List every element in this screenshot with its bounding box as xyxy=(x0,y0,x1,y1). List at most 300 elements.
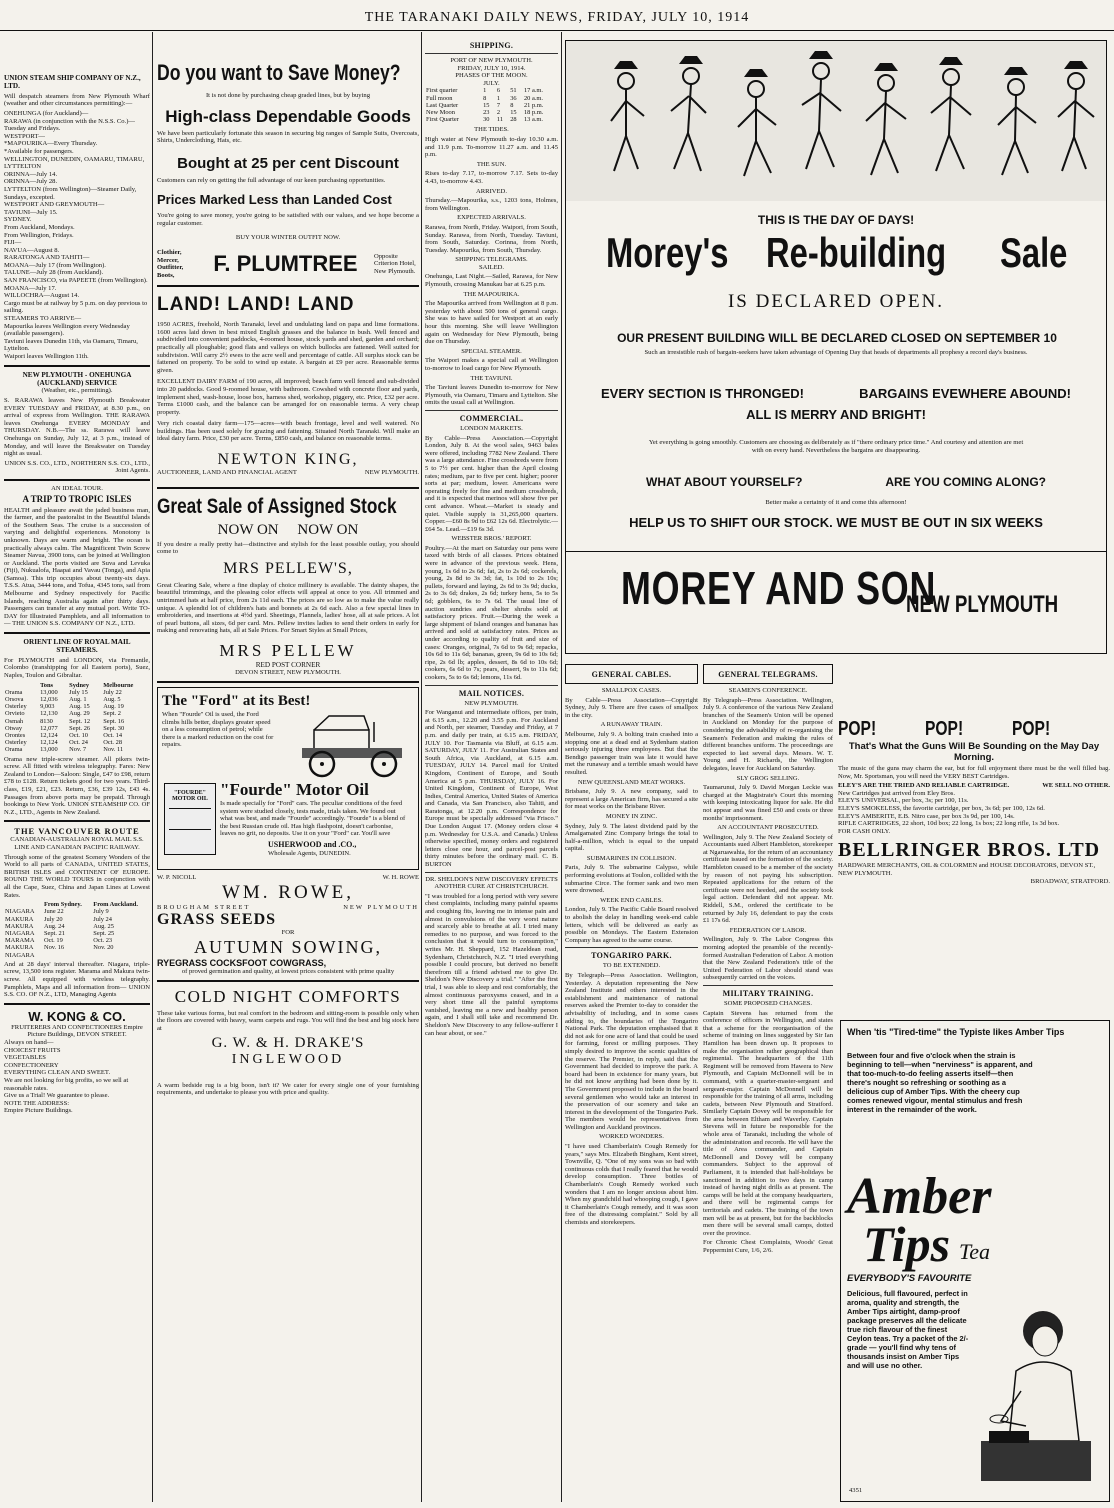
union-line: MOANA—July 17. xyxy=(4,284,57,292)
port-date: FRIDAY, JULY 10, 1914. xyxy=(457,64,526,72)
table-cell: MARAMA xyxy=(5,937,35,945)
drake-text: A warm bedside rug is a big boon, isn't it? We cater for every single one of your furnishing requirements, and undertake to please you with price and quality. xyxy=(157,1081,419,1097)
table-cell: July 9 xyxy=(93,908,109,916)
port-heading: PORT OF NEW PLYMOUTH. xyxy=(450,57,533,64)
bought-text: Customers can rely on getting the full advantage of our keen purchasing opportunities. xyxy=(157,176,386,184)
subs-heading: SUBMARINES IN COLLISION. xyxy=(586,854,677,862)
table-cell: 51 xyxy=(510,87,517,95)
bellringer-sub2: BROADWAY, STRATFORD. xyxy=(1030,877,1110,885)
union-line: Waipori leaves Wellington 11th. xyxy=(4,353,89,360)
table-cell: Aug. 25 xyxy=(93,922,114,930)
table-cell: 8130 xyxy=(40,717,53,725)
london-text: By Cable—Press Association.—Copyright London, July 8. At the wool sales, 9463 bales were offered, including 7782 New Zealand. There was a large attendance. Fine crossbreds were from 5 to 7½ per cent. higher than the April closing rates; medium, par to five per cent. higher; poorer sorts at par; medium, lower. Americans were operating freely for fine and medium crossbreds, and it is expected that merinos will show five per cent advance. Wheat.—Market is steady and quiet. Visible supply is 31,265,000 quarters. Copper.—£60 8s 9d to £62 12s 6d. Electrolytic.—£64 5s. Lead.—£19 6s 3d. xyxy=(425,434,558,533)
prices-title: Prices Marked Less than Landed Cost xyxy=(157,192,392,208)
morey-title-3: Sale xyxy=(999,229,1067,276)
kong-line: VEGETABLES xyxy=(4,1054,46,1062)
table-cell: Aug. 5 xyxy=(103,696,121,704)
table-cell: 21 p.m. xyxy=(523,101,544,109)
special-text: The Waipori makes a special call at Wellington to-morrow to load cargo for New Plymouth. xyxy=(425,357,558,373)
table-header-row xyxy=(4,901,150,908)
morey-declared: IS DECLARED OPEN. xyxy=(727,291,945,312)
table-cell: Sept. 21 xyxy=(43,929,65,937)
mapourika-heading: THE MAPOURIKA. xyxy=(463,290,520,298)
tides-heading: THE TIDES. xyxy=(474,126,509,134)
telegrams-heading: GENERAL TELEGRAMS. xyxy=(718,670,818,679)
kong-line: Give us a Trial! We guarantee to please. xyxy=(4,1092,110,1100)
kong-lines xyxy=(4,1039,150,1115)
tour-head: A TRIP TO TROPIC ISLES xyxy=(22,493,132,504)
table-row xyxy=(4,718,150,725)
newton-sub-right: NEW PLYMOUTH. xyxy=(364,469,419,477)
morey-thronged: EVERY SECTION IS THRONGED! xyxy=(601,386,804,401)
table-cell: July 20 xyxy=(43,915,63,923)
rowe-title: WM. ROWE, xyxy=(221,881,354,903)
morey-place: NEW PLYMOUTH xyxy=(906,591,1059,618)
morey-thronged-row xyxy=(601,386,1071,401)
table-cell: Oct. 10 xyxy=(69,732,88,740)
mail-text: For Wanganui and intermediate offices, per train, at 6.15 a.m., 12.20 and 3.55 p.m. For Auckland and North, per steamer, Tuesday and Friday, at 7 p.m. and daily per train, at 6.15 a.m. FRIDAY, JULY 10. For Tasmania via Bluff, at 6.15 a.m. SATURDAY, JULY 11. For Australian States and South Africa, via Auckland, at 6.15 a.m. TUESDAY, JULY 14. Parcel mail for United Kingdom, Continent of Europe, and South America at 5 p.m. THURSDAY, JULY 16. For United Kingdom, Continent of Europe, West Indies, Central America, United States of America and Canada, via San Francisco, also Tahiti, and Raratonga, at 12.20 p.m. Correspondence for Europe must be specially addressed "via Frisco." Due London August 17. (Money orders close 4 p.m. Wednesday for U.S.A. and Canada.) Unless otherwise specified, money orders and registered letters close one hour, and parcel-post parcels thirty minutes before the ordinary mail. C. B. BURTON xyxy=(425,709,558,869)
bellringer-sub: HARDWARE MERCHANTS, OIL & COLORMEN and HOUSE DECORATORS, DEVON ST., NEW PLYMOUTH. xyxy=(838,862,1096,877)
union-line: WESTPORT AND GREYMOUTH— xyxy=(4,201,105,209)
table-cell xyxy=(92,952,150,959)
table-cell: June 22 xyxy=(43,908,64,916)
union-line: *Available for passengers. xyxy=(4,147,74,155)
tour-text: HEALTH and pleasure await the jaded business man, the farmer, and the pastoralist in the Beautiful Islands of the Southern Seas. The cruise is a succession of varying and delightful experiences. Monotony is unknown. Days are warm and bright. The ocean is practically always calm. The Magnificent Twin Screw Steamer Navua, 3900 tons, can be joined at Wellington or Auckland. The ports visited are Suva and Levuka (Fiji), Nukualofa, Haapai and Vavau (Tonga), and Apia (Samoa). This trip occupies about twenty-six days. T.S.S. Atua, 3444 tons, and Tofua, 4345 tons, sail from Melbourne and Sydney respectively for Pacific Islands, reaching Australia again after thirty days. Passengers can transfer at any mutual port. Write TO-DAY for Illustrated Pamphlets, and all information to— THE UNION S.S. COMPANY OF N.Z., LTD. xyxy=(4,506,150,628)
table-cell: Aug. 29 xyxy=(69,710,90,718)
table-cell: New Moon xyxy=(426,108,455,116)
morey-what: WHAT ABOUT YOURSELF? xyxy=(646,475,803,489)
cables-box xyxy=(565,664,698,684)
ford-title: The "Ford" at its Best! xyxy=(162,693,311,709)
table-header-cell: Sydney xyxy=(69,681,90,689)
table-row xyxy=(4,732,150,739)
union-line: Cargo must be at railway by 5 p.m. on day previous to sailing. xyxy=(4,299,148,315)
table-cell: 7 xyxy=(496,101,501,109)
union-line: WESTPORT— xyxy=(4,132,45,140)
table-row xyxy=(4,937,150,944)
for-label: FOR xyxy=(281,928,295,936)
table-row xyxy=(4,725,150,732)
table-cell: 13,000 xyxy=(40,688,58,696)
morey-title xyxy=(606,229,1086,277)
oil-can-illustration xyxy=(164,783,216,855)
taviuni-heading: THE TAVIUNI. xyxy=(470,374,513,382)
land-title: LAND! LAND! LAND xyxy=(157,294,355,316)
zinc-heading: MONEY IN ZINC. xyxy=(605,812,658,820)
onehunga-text: S. RARAWA leaves New Plymouth Breakwater EVERY TUESDAY and FRIDAY, at 8.30 p.m., on arrival of express from Wellington. THE RARAWA leaves Onehunga EVERY MONDAY and THURSDAY. N.B.—The ss. Rarawa will leave Onehunga on Sunday, July 12, at 3 p.m., instead of Monday, and will leave the Breakwater on Tuesday night as usual. xyxy=(4,397,150,458)
kong-line: NOTE THE ADDRESS: xyxy=(4,1099,70,1107)
table-cell: 30 xyxy=(483,116,490,124)
union-line: STEAMERS TO ARRIVE— xyxy=(4,315,82,323)
tides-text: High water at New Plymouth to-day 10.30 a.m. and 11.9 p.m. To-morrow 11.27 a.m. and 11.45 p.m. xyxy=(425,135,558,159)
table-row xyxy=(425,109,558,116)
usherwood-name: USHERWOOD and .CO., xyxy=(268,840,357,849)
pop-ad xyxy=(838,718,1110,1018)
rye-list: RYEGRASS COCKSFOOT COWGRASS, xyxy=(157,958,327,969)
divider xyxy=(4,1003,150,1005)
pop-line: FOR CASH ONLY. xyxy=(838,827,891,835)
plumtree-name: F. PLUMTREE xyxy=(213,251,358,277)
telegrams-heading: SHIPPING TELEGRAMS. xyxy=(455,256,528,264)
now-on: NOW ON NOW ON xyxy=(217,521,359,538)
pop-lines xyxy=(838,790,1110,836)
amber-brand-1: Amber xyxy=(847,1168,992,1225)
july-label: JULY. xyxy=(483,79,500,87)
orient-text: For PLYMOUTH and LONDON, via Fremantle, Colombo (transhipping for all Eastern ports), Suez, Naples, Toulon and Gibraltar. xyxy=(4,656,150,680)
table-cell: 9,003 xyxy=(40,703,55,711)
land-text2: EXCELLENT DAIRY FARM of 190 acres, all improved; beach farm well fenced and sub-divided into 20 paddocks. Good 9-roomed house, with bathroom. Cowshed with concrete floor and yards, implement shed, wash-house, loose box, harness shed, workshop, piggery, etc. Price, £32 per acre. Terms £1000 cash, and the balance can be arranged for on reasonable terms. A very cheap property. xyxy=(157,378,419,416)
divider xyxy=(425,872,558,873)
moon-table xyxy=(425,87,558,123)
military-text: Captain Stevens has returned from the conference of officers in Wellington, and states that a scheme for the reorganisation of the scheme of training on lines suggested by Sir Ian Hamilton has been drawn up. It proposes to make the organisation rather geographical than regimental. The headquarters of the 11th Regiment will be removed from Hawera to New Plymouth, and Captain McDonnell will be in command, with a quarter-master-sergeant and sergeant-major. Captain McDonnell will be responsible for the training of all arms, including cadets, between New Plymouth and Stratford. Similarly Captain Dovey will be responsible for the area between Eltham and Waverley. Captain Stevens will in future be responsible for the whole area of Taranaki, including the whole of the administration and records. He will have the title of Area commander, and Captain McDonnell and Dovey will be company commanders. Subject to the approval of Parliament, it is intended that half-holidays be sanctioned in addition to two days in camp instead of having night drills as at present. The camps will be held at the company headquarters, and there will be regimental camps for territorials and cadets. The training of the town men will be as at present, but for the backblocks men there will be several small camps, dotted over the province. xyxy=(703,1009,833,1237)
table-header-cell xyxy=(4,901,43,908)
table-cell: 11 xyxy=(496,116,504,124)
table-cell: Nov. 11 xyxy=(103,746,124,754)
extended-heading: TO BE EXTENDED. xyxy=(602,962,661,970)
ford-car-illustration xyxy=(294,712,414,780)
onehunga-title: NEW PLYMOUTH - ONEHUNGA (AUCKLAND) SERVICE xyxy=(22,370,132,387)
table-cell: Oct. 24 xyxy=(69,739,88,747)
shipping-heading: SHIPPING. xyxy=(469,41,514,50)
rowe-address xyxy=(157,904,419,911)
morey-tagline: THIS IS THE DAY OF DAYS! xyxy=(757,213,915,227)
masthead xyxy=(0,0,1114,31)
week-heading: WEEK END CABLES. xyxy=(600,896,663,904)
sailed-heading: SAILED. xyxy=(478,263,505,271)
union-line: SYDNEY. xyxy=(4,216,32,224)
pop-3: POP! xyxy=(1012,718,1051,740)
sale-intro: If you desire a really pretty hat—distinctive and stylish for the least possible outlay, you should come to xyxy=(157,540,419,556)
table-cell: 2 xyxy=(496,108,501,116)
vancouver-table xyxy=(4,901,150,959)
divider xyxy=(565,947,698,948)
hc-text: We have been particularly fortunate this season in securing big ranges of Sample Suits, Overcoats, Shirts, Underclothing, Hats, etc. xyxy=(157,129,419,145)
pop-2: POP! xyxy=(925,718,964,740)
morey-better: Better make a certainty of it and come this afternoon! xyxy=(765,499,907,506)
pop-line: ELEY'S UNIVERSAL, per box, 3s; per 100, 11s. xyxy=(838,797,969,805)
table-row xyxy=(4,689,150,696)
morey-firm: MOREY AND SON xyxy=(621,562,937,614)
subs-text: Paris, July 9. The submarine Calypso, while performing evolutions at Toulon, collided with the submarine Circe. The former sank and two men were drowned. xyxy=(565,864,698,895)
column-shipping-ads xyxy=(4,74,150,1504)
cables-heading: GENERAL CABLES. xyxy=(591,670,672,679)
pop-row xyxy=(838,718,1050,741)
table-cell xyxy=(43,952,92,959)
pop-sub: That's What the Guns Will Be Sounding on the May Day Morning. xyxy=(848,741,1100,763)
table-cell: 12,036 xyxy=(40,696,58,704)
masthead-title: THE TARANAKI DAILY NEWS, FRIDAY, JULY 10, 1914 xyxy=(364,10,750,25)
divider xyxy=(4,820,150,822)
meat-heading: NEW QUEENSLAND MEAT WORKS. xyxy=(577,778,686,786)
table-cell: Oct. 19 xyxy=(43,937,63,945)
table-cell: Otway xyxy=(5,724,23,732)
orient-foot: Orama new triple-screw steamer. All pikers twin-screw. All fitted with wireless telegraphy. Fares: New Zealand to London—Saloon: Single, £47 to £98, return £78 to £128. Return tickets good for two years. Third-class, £19, £21, £23. Return, £36, £39 12s, £43 4s. Passages from above ports may be prepaid. Through bookings to New York. UNION STEAMSHIP CO. OF N.Z., LTD., Agents in New Zealand. xyxy=(4,755,150,816)
sun-text: Rises to-day 7.17, to-morrow 7.17. Sets to-day 4.43, to-morrow 4.43. xyxy=(425,170,558,185)
union-lines xyxy=(4,110,150,361)
divider xyxy=(4,632,150,634)
pop-line: New Cartridges just arrived from Eley Bros. xyxy=(838,789,956,797)
union-line: NAVUA—August 8. xyxy=(4,246,60,254)
table-row xyxy=(425,95,558,102)
amber-brand-2: Tips xyxy=(863,1216,951,1272)
rowe-right: W. H. ROWE xyxy=(382,874,419,881)
table-cell: 1 xyxy=(496,94,501,102)
table-header-cell: Tons xyxy=(40,681,54,689)
zinc-text: Sydney, July 9. The latest dividend paid by the Amalgamated Zinc Company brings the total to half-a-million, which is equal to the unpaid capital. xyxy=(565,822,698,853)
webster-text: Poultry.—At the mart on Saturday our pens were taxed with birds of all classes. Prices obtained were in advance of the previous week. Hens, young, 1s 6d to 2s 6d; fat, 2s to 2s 6d; cockerels, young, 2s 8d to 3s 3d; fat, 1s 10d to 2s 10s; pullets, forward and laying, 2s 6d to 3s 9d; ducks, 2s to 3s 6d; drakes, 2s 6d; turkey hens, 5s to 5s 6d; gobblers, 6s to 7s 6d. The usual line of auction sundries and shelter shrubs sold at satisfactory prices. Fruit.—During the week a large shipment of Island oranges and bananas has arrived and sold at satisfactory rates. Prices as under according to quality of fruit and size of cases: Oranges, original, 7s 6d to 9s 6d; repacks, 10s 6d to 11s 6d; bananas, green, 9s 6d to 10s 6d; ripe, 2s 6d lb; apples, dessert, 8s 6d to 10s 6d; cookers, 6s 6d to 7s; pears, dessert, 9s to 11s 6d; cookers, 5s to 6s 6d; lemons, 11s 6d. xyxy=(425,544,558,681)
divider xyxy=(703,985,833,986)
table-row xyxy=(4,916,150,923)
table-cell: Oct. 14 xyxy=(103,732,123,740)
newton-name: NEWTON KING, xyxy=(217,451,359,469)
table-header-cell: Melbourne xyxy=(103,681,134,689)
morey-merry: ALL IS MERRY AND BRIGHT! xyxy=(746,407,926,422)
sheldon-text: "I was troubled for a long period with very severe chest complaints, including many painful spasms and coughing fits, leaving me in intense pain and almost in convulsions of the very worst nature and scarcely able to breathe at all. I tried many remedies to no purpose, and was forced to the conclusion that it would turn to consumption," writes Mr. H. Sheppard, 152 Hazeldean road, Sydenham, Christchurch, N.Z. "I tried everything possible I could procure, but derived no benefit therefrom till a friend advised me to give Dr. Sheldon's New Discovery a trial." "After the first trial, I was able to sleep and rest comfortably, the almost continuous paroxysms ceased, and in a very short time all the painful symptoms vanished, leaving me a new and healthy person again, and I shall still take and recommend Dr. Sheldon's New Discovery to any fellow-sufferer I can hear about, or see." xyxy=(425,892,558,1037)
vancouver-sub: CANADIAN-AUSTRALIAN ROYAL MAIL S.S. LINE AND CANADIAN PACIFIC RAILWAY. xyxy=(10,836,144,851)
morey-bargains: BARGAINS EVEWHERE ABOUND! xyxy=(859,386,1071,401)
onehunga-sub: (Weather, etc., permitting). xyxy=(41,387,113,395)
table-header-cell xyxy=(4,682,39,689)
newton-sub xyxy=(157,469,419,477)
table-cell: 28 xyxy=(510,116,517,124)
divider xyxy=(157,487,419,489)
table-cell: Sept. 26 xyxy=(69,724,91,732)
table-cell: 1 xyxy=(483,87,487,95)
pop-line: RIFLE CARTRIDGES, 22 short, 10d box; 22 long, 1s box; 22 long rifle, 1s 3d box. xyxy=(838,820,1060,828)
union-line: RARAWA (in conjunction with the N.S.S. Co.)—Tuesday and Fridays. xyxy=(4,117,135,133)
column-general-telegrams xyxy=(703,664,833,1502)
union-line: SAN FRANCISCO, via PAPEETE (from Wellington). xyxy=(4,277,148,285)
table-cell: 17 a.m. xyxy=(523,87,543,95)
oil-can-label: "FOURDE" MOTOR OIL xyxy=(172,790,208,802)
runaway-heading: A RUNAWAY TRAIN. xyxy=(600,721,663,729)
union-title: UNION STEAM SHIP COMPANY OF N.Z., LTD. xyxy=(4,74,141,91)
vancouver-title: THE VANCOUVER ROUTE xyxy=(14,826,140,837)
drake-name: G. W. & H. DRAKE'S xyxy=(211,1034,365,1051)
table-cell: July 24 xyxy=(93,915,112,923)
table-cell: Oct. 23 xyxy=(93,937,113,945)
table-cell: Full moon xyxy=(426,94,453,102)
grog-text: Taumarunui, July 9. David Morgan Leckie was charged at the Magistrate's Court this morning with keeping intoxicating liquor for sale. He did not appear and was fined £50 and costs or three months' imprisonment. xyxy=(703,784,833,822)
divider xyxy=(4,479,150,481)
table-cell: Nov. 16 xyxy=(43,944,65,952)
expected-text: Rarawa, from North, Friday. Waipori, from South, Sunday. Rarawa, from North, Tuesday. Taviuni, from South, Saturday. Corinna, from North, Tuesday. Mapourika, from South, Thursday. xyxy=(425,223,558,254)
morey-ad xyxy=(565,40,1107,654)
fourde-text: Is made specially for "Ford" cars. The peculiar conditions of the feed system were studied closely, tests made, trials taken. We found out what was best, and made "Fourde" accordingly. "Fourde" is a blend of the best Russian crude oil. Has high flashpoint, doesn't carbonise, leaves no grit, no deposits. Use it on your "Ford" car. You'll save xyxy=(220,800,406,838)
morey-title-1: Morey's xyxy=(606,229,729,276)
table-cell: 12,124 xyxy=(40,739,58,747)
pellew-name-2: MRS PELLEW xyxy=(219,641,357,660)
prices-text: You're going to save money, you're going to be satisfied with our values, and we hope become a regular customer. xyxy=(157,212,419,227)
union-line: LYTTELTON (from Wellington)—Steamer Daily, Sundays, excepted. xyxy=(4,185,137,201)
pop-line: ELEY'S AMBERITE, E.B. Nitro case, per box 3s 9d, per 100, 14s. xyxy=(838,812,1015,820)
table-cell: 6 xyxy=(496,87,501,95)
coughs-text: For Chronic Chest Complaints, Woods' Great Peppermint Cure, 1/6, 2/6. xyxy=(703,1239,833,1254)
save-title: Do you want to Save Money? xyxy=(157,60,401,85)
amber-fav: EVERYBODY'S FAVOURITE xyxy=(847,1273,972,1284)
telegrams-box xyxy=(703,664,833,684)
bellringer-name: BELLRINGER BROS. LTD xyxy=(838,839,1101,862)
table-cell: July 22 xyxy=(103,688,122,696)
union-intro: Will despatch steamers from New Plymouth Wharf (weather and other circumstances permitting):— xyxy=(4,92,150,108)
commercial-heading: COMMERCIAL. xyxy=(459,413,524,423)
table-cell: Orsova xyxy=(5,696,24,704)
table-cell: Aug. 19 xyxy=(103,703,124,711)
divider xyxy=(425,53,558,54)
table-cell: MAKURA xyxy=(5,944,34,952)
column-shipping-news xyxy=(425,38,558,1504)
kong-line: EVERYTHING CLEAN AND SWEET. xyxy=(4,1069,111,1077)
morey-question-row xyxy=(646,475,1046,489)
taviuni-text: The Taviuni leaves Dunedin to-morrow for New Plymouth, via Oamaru, Timaru and Lyttelton. She omits the usual call at Wellington. xyxy=(425,384,558,407)
seamen-heading: SEAMEN'S CONFERENCE. xyxy=(728,687,808,694)
table-cell: Aug. 1 xyxy=(69,696,87,704)
table-cell: Orama xyxy=(5,688,23,696)
meat-text: Brisbane, July 9. A new company, said to represent a large American firm, has secured a site for meat works on the Brisbane River. xyxy=(565,788,698,811)
union-line: From Wellington, Fridays. xyxy=(4,231,74,239)
vancouver-foot: And at 28 days' interval thereafter. Niagara, triple-screw, 13,500 tons register. Marama and Makura twin-screw. All equipped with wireless telegraphy. Pamphlets, Maps and all information from— UNION S.S. CO. OF N.Z., LTD, Managing Agents xyxy=(4,960,150,999)
morey-coming: ARE YOU COMING ALONG? xyxy=(885,475,1046,489)
morey-smooth: Yet everything is going smoothly. Customers are choosing as deliberately as if "there ordinary price time." And courtesy and attention are met with on every hand. Nevertheless the bargains are disappearing. xyxy=(648,439,1024,454)
table-cell: 13 a.m. xyxy=(523,116,543,124)
table-cell: First quarter xyxy=(426,87,458,95)
table-cell: Nov. 7 xyxy=(69,746,87,754)
morey-help: HELP US TO SHIFT OUR STOCK. WE MUST BE OUT IN SIX WEEKS xyxy=(629,515,1043,530)
webster-heading: WEBSTER BROS.' REPORT. xyxy=(451,535,532,543)
grass-seeds: GRASS SEEDS xyxy=(157,910,277,928)
rowe-header xyxy=(157,874,419,882)
ford-text: When "Fourde" Oil is used, the Ford climbs hills better, displays greater speed on a less consumption of petrol; while there is a marked reduction on the cost for repairs. xyxy=(162,711,274,749)
union-line: WILLOCHRA—August 14. xyxy=(4,292,80,300)
table-cell: 36 xyxy=(510,94,517,102)
union-line: *MAPOURIKA—Every Thursday. xyxy=(4,140,98,148)
column-rule xyxy=(421,32,422,1502)
land-text: 1950 ACRES, freehold, North Taranaki, level and undulating land on papa and lime formations. 1600 acres laid down in best mixed English grasses and the balance in bush. Well fenced and subdivided into convenient paddocks, 4-roomed house, stock yards and shed, garden and orchard; practically all ploughable; good flats and valleys on which bullocks are fattened. Well suited for subdivision. Will carry 2½ ewes to the acre well and percentage of cattle. All surplus stock can be fattened on property. To be sold to wind up estate. A bargain at £9 per acre. Reasonable terms given. xyxy=(157,321,419,374)
table-cell: Last Quarter xyxy=(426,101,459,109)
table-cell: Sept. 12 xyxy=(69,717,91,725)
table-cell: Aug. 24 xyxy=(43,922,65,930)
ford-ad xyxy=(157,687,419,870)
union-line: Taviuni leaves Dunedin 11th, via Oamaru, Timaru, Lyttelton. xyxy=(4,337,138,353)
table-row xyxy=(4,703,150,710)
hc-title: High-class Dependable Goods xyxy=(165,106,411,126)
plumtree-block xyxy=(157,247,419,281)
table-cell: 23 xyxy=(483,108,490,116)
table-cell: 20 a.m. xyxy=(523,94,543,102)
table-row xyxy=(4,710,150,717)
table-header-row xyxy=(4,682,150,689)
table-cell: July 15 xyxy=(69,688,88,696)
wonders-heading: WORKED WONDERS. xyxy=(599,1133,664,1141)
table-cell: 8 xyxy=(483,94,487,102)
grog-heading: SLY GROG SELLING. xyxy=(736,774,800,782)
table-cell: Orontes xyxy=(5,732,26,740)
table-cell: NIAGARA xyxy=(5,929,35,937)
amber-tips-ad xyxy=(840,1020,1110,1502)
winter-note: BUY YOUR WINTER OUTFIT NOW. xyxy=(235,233,341,241)
union-line: TAVIUNI—July 15. xyxy=(4,208,58,216)
inglewood: INGLEWOOD xyxy=(231,1051,345,1067)
divider xyxy=(4,365,150,367)
column-general-cables xyxy=(565,664,698,1502)
cold-title: COLD NIGHT COMFORTS xyxy=(174,986,402,1006)
kong-sub: FRUITERERS AND CONFECTIONERS Empire Picture Buildings, DEVON STREET. xyxy=(11,1023,143,1039)
table-cell: MAKURA xyxy=(5,915,34,923)
rye-sub: of proved germination and quality, at lowest prices consistent with prime quality xyxy=(181,968,395,976)
usherwood-sub: Wholesale Agents, DUNEDIN. xyxy=(268,850,351,857)
accountant-heading: AN ACCOUNTANT PROSECUTED. xyxy=(717,824,819,832)
table-row xyxy=(425,116,558,123)
union-line: ORINNA—July 28. xyxy=(4,178,58,186)
amber-text: Between four and five o'clock when the strain is beginning to tell—when "nerviness" is apparent, and that too-much-to-do feeling asserts itself—then there's nought so refreshing or soothing as a delicious cup of Amber Tips. With the cheery cup comes renewed vigour, mental stimulus and fresh interest in the remainder of the work. xyxy=(847,1051,1033,1114)
table-cell: Orvieto xyxy=(5,710,25,718)
table-cell: 15 xyxy=(483,101,490,109)
table-cell: First Quarter xyxy=(426,116,459,124)
table-cell: Orama xyxy=(5,746,23,754)
divider xyxy=(566,551,1106,552)
eley-row xyxy=(838,782,1110,790)
labor-text: Wellington, July 9. The Labor Congress this morning adopted the preamble of the recently-formed Australian Federation of Labor. A motion that the New Zealand Federation's title of the United Federation of Labor should stand was subsequently carried on the voices. xyxy=(703,936,833,982)
table-cell: 12,124 xyxy=(40,732,58,740)
divider xyxy=(425,410,558,411)
table-cell: MAKURA xyxy=(5,922,34,930)
proposed-heading: SOME PROPOSED CHANGES. xyxy=(723,999,813,1007)
pellew-sub2: DEVON STREET, NEW PLYMOUTH. xyxy=(235,669,341,677)
cold-text: These take various forms, but real comfort in the bedroom and sitting-room is possible only when the floors are covered with heavy, warm carpets and rugs. You will find the best and big stock here at xyxy=(157,1009,419,1032)
week-text: London, July 9. The Pacific Cable Board resolved to abolish the delay in handling week-end cable letters, which will be delivered as early as possible on Mondays. The Eastern Extension Company has agreed to the same course. xyxy=(565,906,698,944)
table-cell: 18 p.m. xyxy=(523,108,544,116)
land-text3: Very rich coastal dairy farm—175—acres—with beach frontage, level and well watered. No buildings. Has been used solely for grazing and fattening. Situated North Taranaki. Will make an ideal dairy farm. Price, £30 per acre. Terms, £850 cash, and balance on reasonable terms. xyxy=(157,420,419,443)
union-line: MOANA—July 17 (from Wellington). xyxy=(4,261,106,269)
onehunga-sign: UNION S.S. CO., LTD., NORTHERN S.S. CO., LTD., Joint Agents. xyxy=(4,459,150,475)
amber-head: When 'tis "Tired-time" the Typiste likes Amber Tips xyxy=(847,1027,1065,1037)
labor-heading: FEDERATION OF LABOR. xyxy=(729,926,807,934)
sell-text: WE SELL NO OTHER. xyxy=(1042,782,1110,790)
union-line: ONEHUNGA (for Auckland)— xyxy=(4,110,89,117)
plumtree-right: Opposite Criterion Hotel, New Plymouth. xyxy=(373,252,416,275)
pop-1: POP! xyxy=(838,718,877,740)
sale-text: Great Clearing Sale, where a fine display of choice millinery is available. The dainty shapes, the beautiful trimmings, and the pleasing color effects will appeal at once to you. All trimmed and untrimmed hats at half price, from 2s 11d each. The prices are so low as to make the value really unique. A splendid lot of children's hats and bonnets at 2s 6d each. Also a few special lines in embroideries, and insertions at 4½d yard. Sheetings, Flannels, ladies' hose, all at sale prices. A lot of pearl buttons, all sizes, 6d per card. Mrs. Pellew invites ladies to send their orders in early for making and renovating hats, all at Sale Prices. For Smart Styles at Small Prices, xyxy=(157,581,419,635)
table-row xyxy=(425,102,558,109)
table-cell: Oct. 28 xyxy=(103,739,123,747)
table-cell: Nov. 20 xyxy=(93,944,114,952)
seamen-text: By Telegraph—Press Association. Wellington, July 9. A conference of the various New Zealand branches of the Seamen's Union will be opened in Auckland on Monday for the purpose of considering the advisability of re-organising the Seamen's Federation and making the rules of different branches uniform. The proceedings are expected to last several days. Messrs. W. T. Young and H. Richards, the Wellington delegates, leave for Auckland on Saturday. xyxy=(703,696,833,772)
accountant-text: Wellington, July 9. The New Zealand Society of Accountants sued Albert Hambleton, storekeeper at Ngaruawahia, for the return of an accountancy certificate issued on the formation of the society. Hambleton ceased to be a member of the society by reason of not paying his subscription. Repeated applications for the return of the certificate were not heeded, and the society took legal action. Defendant did not appear. Mr. Riddell, S.M., ordered the certificate to be returned by July 16, defendant to pay the costs £1 17s 6d. xyxy=(703,833,833,925)
tour-title: AN IDEAL TOUR. xyxy=(51,484,103,492)
union-line: From Auckland, Mondays. xyxy=(4,223,75,231)
table-cell: Aug. 15 xyxy=(69,703,90,711)
table-cell: Sept. 2 xyxy=(103,710,121,718)
divider xyxy=(157,681,419,683)
union-line: FIJI— xyxy=(4,239,22,247)
crowd-illustration xyxy=(566,41,1106,201)
pop-text: The music of the guns may charm the ear, but for full enjoyment there must be the well filled bag. Now, Mr. Sportsman, you will need the VERY BEST Cartridges. xyxy=(838,765,1110,780)
expected-heading: EXPECTED ARRIVALS. xyxy=(457,214,526,222)
table-cell: NIAGARA xyxy=(5,951,35,959)
table-cell: Osterley xyxy=(5,739,27,747)
pellew-name: MRS PELLEW'S, xyxy=(223,559,353,577)
morey-closed: OUR PRESENT BUILDING WILL BE DECLARED CLOSED ON SEPTEMBER 10 xyxy=(617,331,1057,345)
vancouver-text: Through some of the greatest Scenery Wonders of the World to all parts of CANADA, UNITED STATES, BRITISH ISLES and CONTINENT OF EUROPE. ROUND THE WORLD TOURS in conjunction with all the Cape, Suez, China and Japan Lines at Lowest Rates. xyxy=(4,853,150,899)
union-line: WELLINGTON, DUNEDIN, OAMARU, TIMARU, LYTTELTON xyxy=(4,155,145,171)
column-rule xyxy=(152,32,153,1502)
sun-heading: THE SUN. xyxy=(476,160,507,168)
pop-line: ELEY'S SMOKELESS, the favorite cartridge, per box, 3s 6d; per 100, 12s 6d. xyxy=(838,804,1045,812)
eley-text: ELEY'S ARE THE TRIED AND RELIABLE CARTRIDGE. xyxy=(838,782,1010,790)
phases-heading: PHASES OF THE MOON. xyxy=(455,72,528,80)
mail-heading: MAIL NOTICES. xyxy=(458,688,525,698)
table-row xyxy=(4,923,150,930)
